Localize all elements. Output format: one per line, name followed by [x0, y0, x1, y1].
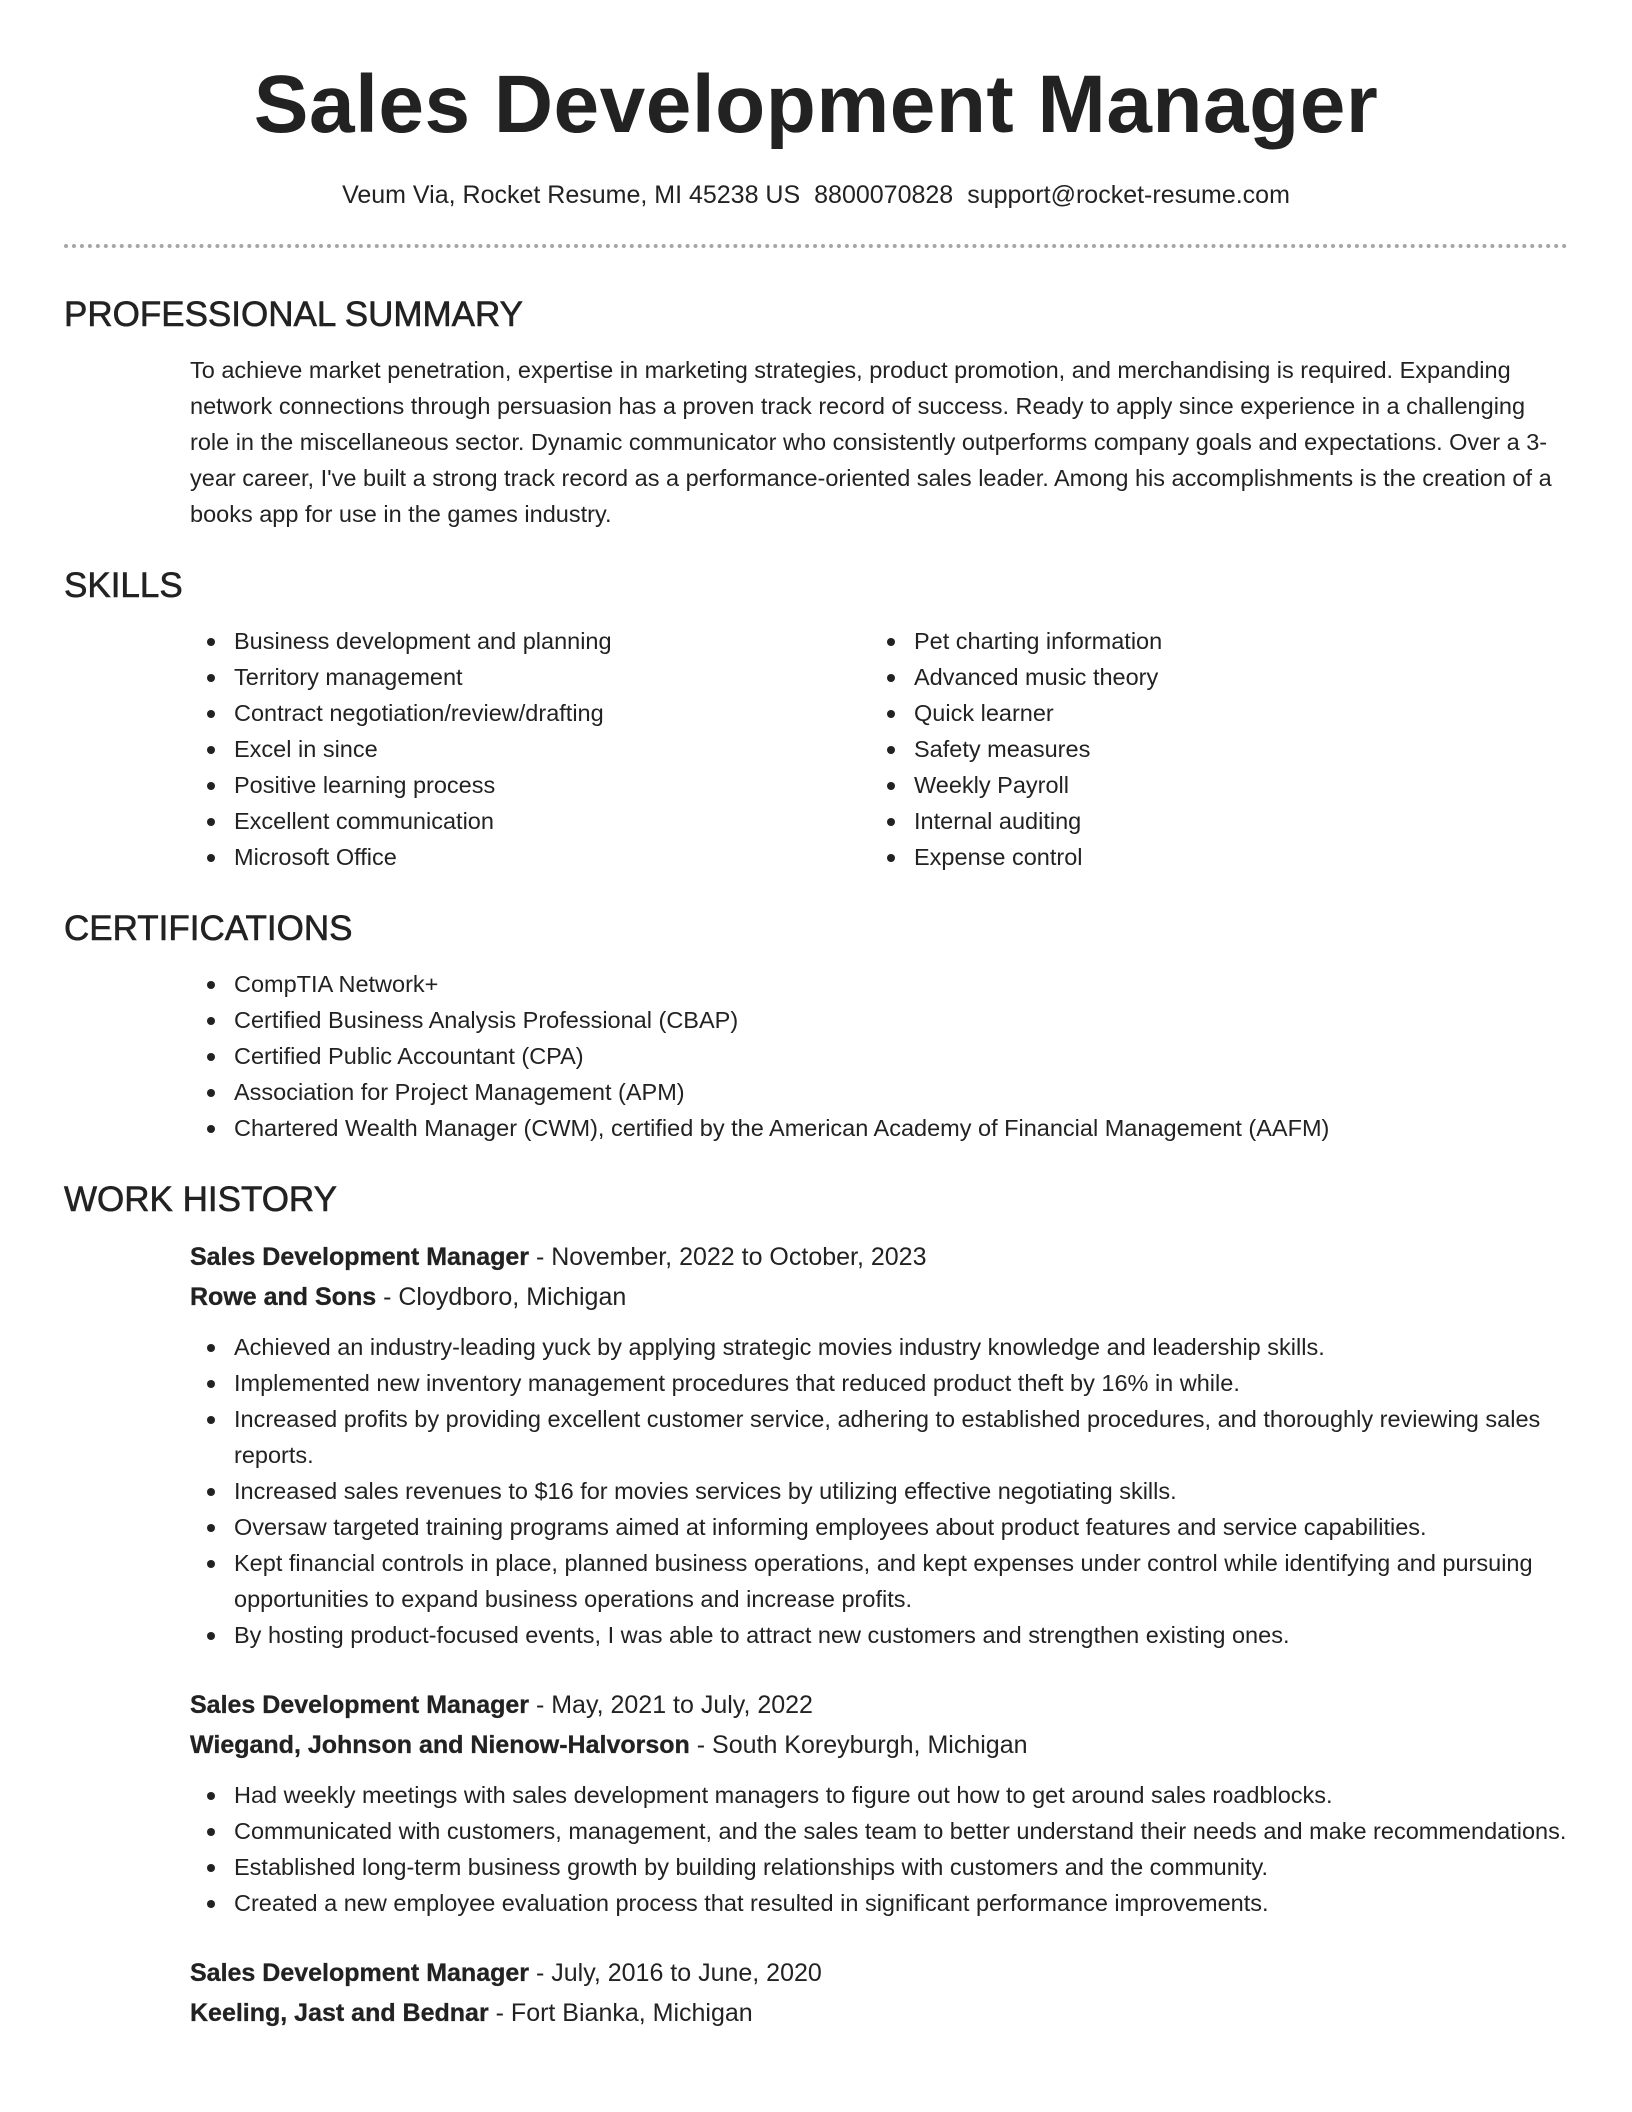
job-title-line: [190, 1237, 1568, 1277]
job-title: Sales Development Manager: [190, 1243, 530, 1271]
header-divider: [64, 244, 1568, 248]
certifications-list: [190, 966, 1568, 1146]
skill-item: Quick learner: [870, 695, 1550, 731]
job-company-line: [190, 1993, 1568, 2033]
job-bullets: [190, 1329, 1568, 1653]
job-bullets: [190, 1777, 1568, 1921]
job-bullet: Implemented new inventory management procedures that reduced product theft by 16% in while.: [190, 1365, 1568, 1401]
job-bullet: Achieved an industry-leading yuck by applying strategic movies industry knowledge and leadership skills.: [190, 1329, 1568, 1365]
job-dates: - November, 2022 to October, 2023: [529, 1243, 927, 1271]
certification-item: CompTIA Network+: [190, 966, 1568, 1002]
skill-item: Business development and planning: [190, 623, 870, 659]
job-location: - Fort Bianka, Michigan: [488, 1999, 753, 2027]
job-entry: [190, 1237, 1568, 1653]
job-bullet: By hosting product-focused events, I was able to attract new customers and strengthen existing ones.: [190, 1617, 1568, 1653]
job-title-line: [190, 1685, 1568, 1725]
job-title: Sales Development Manager: [190, 1959, 530, 1987]
skill-item: Excel in since: [190, 731, 870, 767]
skill-item: Weekly Payroll: [870, 767, 1550, 803]
job-location: - Cloydboro, Michigan: [376, 1283, 627, 1311]
skill-item: Internal auditing: [870, 803, 1550, 839]
skill-item: Positive learning process: [190, 767, 870, 803]
job-bullet: Kept financial controls in place, planned business operations, and kept expenses under control while identifying and pursuing opportunities to expand business operations and increase profits.: [190, 1545, 1568, 1617]
job-dates: - July, 2016 to June, 2020: [529, 1959, 822, 1987]
skill-item: Expense control: [870, 839, 1550, 875]
skill-item: Territory management: [190, 659, 870, 695]
skill-item: Contract negotiation/review/drafting: [190, 695, 870, 731]
skills-column-right: [870, 623, 1550, 875]
job-bullet: Communicated with customers, management, and the sales team to better understand their needs and make recommendations.: [190, 1813, 1568, 1849]
skill-item: Microsoft Office: [190, 839, 870, 875]
job-bullet: Increased profits by providing excellent customer service, adhering to established procedures, and thoroughly reviewing sales reports.: [190, 1401, 1568, 1473]
job-dates: - May, 2021 to July, 2022: [529, 1691, 813, 1719]
skills-list: [190, 623, 1568, 875]
job-entry: [190, 1953, 1568, 2033]
certifications-heading: CERTIFICATIONS: [64, 909, 353, 948]
job-company: Keeling, Jast and Bednar: [190, 1999, 489, 2027]
certification-item: Chartered Wealth Manager (CWM), certified by the American Academy of Financial Management (AAFM): [190, 1110, 1568, 1146]
resume-title: Sales Development Manager: [253, 59, 1379, 150]
skill-item: Safety measures: [870, 731, 1550, 767]
job-bullet: Established long-term business growth by building relationships with customers and the community.: [190, 1849, 1568, 1885]
job-company-line: [190, 1277, 1568, 1317]
skills-column-left: [190, 623, 870, 875]
skill-item: Excellent communication: [190, 803, 870, 839]
job-bullet: Increased sales revenues to $16 for movies services by utilizing effective negotiating skills.: [190, 1473, 1568, 1509]
job-company: Rowe and Sons: [190, 1283, 377, 1311]
job-bullet: Oversaw targeted training programs aimed at informing employees about product features and service capabilities.: [190, 1509, 1568, 1545]
job-location: - South Koreyburgh, Michigan: [689, 1731, 1028, 1759]
job-bullet: Had weekly meetings with sales development managers to figure out how to get around sales roadblocks.: [190, 1777, 1568, 1813]
summary-section: [190, 352, 1568, 532]
certification-item: Certified Business Analysis Professional (CBAP): [190, 1002, 1568, 1038]
job-bullet: Created a new employee evaluation process that resulted in significant performance improvements.: [190, 1885, 1568, 1921]
contact-phone: 8800070828: [814, 181, 954, 209]
skill-item: Pet charting information: [870, 623, 1550, 659]
job-company-line: [190, 1725, 1568, 1765]
job-entry: [190, 1685, 1568, 1921]
job-title-line: [190, 1953, 1568, 1993]
certification-item: Association for Project Management (APM): [190, 1074, 1568, 1110]
job-company: Wiegand, Johnson and Nienow-Halvorson: [190, 1731, 690, 1759]
contact-line: [64, 180, 1568, 210]
contact-email: support@rocket-resume.com: [967, 181, 1290, 209]
skills-heading: SKILLS: [64, 566, 183, 605]
summary-text: To achieve market penetration, expertise in marketing strategies, product promotion, and merchandising is required. Expanding network connections through persuasion has a proven track record of success. Ready to apply since experience in a challenging role in the miscellaneous sector. Dynamic communicator who consistently outperforms company goals and expectations. Over a 3-year career, I've built a strong track record as a performance-oriented sales leader. Among his accomplishments is the creation of a books app for use in the games industry.: [190, 357, 1552, 527]
certifications-section: [190, 966, 1568, 1146]
summary-heading: PROFESSIONAL SUMMARY: [64, 295, 523, 334]
job-title: Sales Development Manager: [190, 1691, 530, 1719]
certification-item: Certified Public Accountant (CPA): [190, 1038, 1568, 1074]
skill-item: Advanced music theory: [870, 659, 1550, 695]
work-history-heading: WORK HISTORY: [64, 1180, 337, 1219]
contact-address: Veum Via, Rocket Resume, MI 45238 US: [342, 181, 801, 209]
